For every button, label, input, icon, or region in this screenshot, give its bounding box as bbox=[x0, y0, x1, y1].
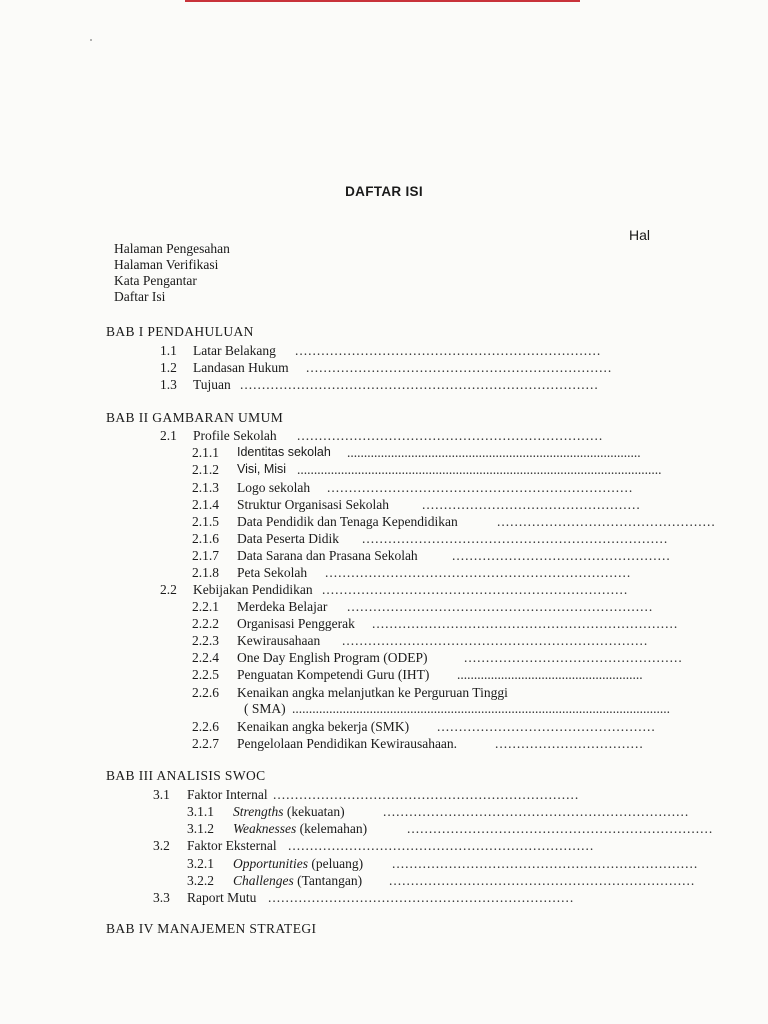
toc-entry-number: 2.1.7 bbox=[192, 548, 219, 563]
toc-leader-dots: ...................................................................... bbox=[362, 531, 669, 546]
toc-entry bbox=[192, 735, 644, 752]
toc-entry-number: 2.2.4 bbox=[192, 650, 219, 665]
toc-entry-label: (kekuatan) bbox=[283, 804, 345, 819]
toc-front-item: Halaman Verifikasi bbox=[114, 257, 219, 272]
toc-entry-label: Kewirausahaan bbox=[237, 633, 321, 648]
toc-entry-label: ( SMA) bbox=[244, 701, 286, 716]
toc-entry-label: Faktor Eksternal bbox=[187, 838, 277, 853]
toc-entry-label-italic: Opportunities bbox=[233, 856, 309, 871]
toc-entry-number: 2.2.7 bbox=[192, 736, 219, 751]
toc-entry-label: Landasan Hukum bbox=[193, 360, 289, 375]
toc-leader-dots: ....................................................... bbox=[457, 667, 643, 682]
toc-entry-number: 2.2.6 bbox=[192, 685, 219, 700]
toc-entry bbox=[192, 479, 634, 496]
toc-entry bbox=[160, 427, 604, 444]
toc-entry bbox=[192, 615, 679, 632]
toc-entry bbox=[192, 513, 716, 530]
toc-entry bbox=[153, 889, 593, 906]
toc-entry-number: 2.1.1 bbox=[192, 445, 219, 460]
chapter-heading: BAB III ANALISIS SWOC bbox=[106, 768, 266, 783]
toc-entry bbox=[192, 496, 641, 513]
toc-leader-dots: ...................................................................... bbox=[372, 616, 679, 631]
toc-entry-number: 2.2.3 bbox=[192, 633, 219, 648]
toc-leader-dots: ...................................................................... bbox=[325, 565, 632, 580]
toc-leader-dots: .................................................. bbox=[452, 548, 671, 563]
toc-leader-dots: ...................................................................... bbox=[327, 480, 634, 495]
toc-entry-label: Faktor Internal bbox=[187, 787, 268, 802]
toc-entry bbox=[160, 581, 629, 598]
chapter-heading: BAB II GAMBARAN UMUM bbox=[106, 410, 284, 425]
toc-entry-label: Kenaikan angka bekerja (SMK) bbox=[237, 719, 410, 734]
toc-leader-dots: ...................................................................... bbox=[347, 599, 654, 614]
toc-leader-dots: .................................................. bbox=[464, 650, 683, 665]
toc-leader-dots: ...................................................................... bbox=[389, 873, 696, 888]
toc-entry bbox=[187, 855, 699, 872]
toc-leader-dots: ....................................................................................... bbox=[347, 445, 641, 460]
toc-entry-label: Kenaikan angka melanjutkan ke Perguruan Tinggi bbox=[237, 685, 508, 700]
toc-entry bbox=[160, 359, 613, 376]
chapter-heading: BAB IV MANAJEMEN STRATEGI bbox=[106, 921, 317, 936]
toc-entry-label: (peluang) bbox=[308, 856, 364, 871]
toc-leader-dots: ...................................................................... bbox=[295, 343, 602, 358]
toc-entry-label: Identitas sekolah bbox=[237, 445, 331, 459]
toc-leader-dots: ...................................................................... bbox=[273, 787, 580, 802]
toc-leader-dots: ...................................................................... bbox=[306, 360, 613, 375]
toc-entry-label-italic: Challenges bbox=[233, 873, 294, 888]
toc-entry-label: Profile Sekolah bbox=[193, 428, 277, 443]
toc-entry-number: 2.1.2 bbox=[192, 462, 219, 477]
toc-entry-label: Data Pendidik dan Tenaga Kependidikan bbox=[237, 514, 458, 529]
toc-entry bbox=[187, 820, 714, 837]
toc-entry-label: Peta Sekolah bbox=[237, 565, 308, 580]
chapter-heading: BAB I PENDAHULUAN bbox=[106, 324, 254, 339]
toc-entry-label: Penguatan Kompetendi Guru (IHT) bbox=[237, 667, 430, 682]
toc-entry bbox=[160, 342, 602, 359]
toc-leader-dots: .................................................. bbox=[437, 719, 656, 734]
toc-leader-dots: ...................................................................... bbox=[297, 428, 604, 443]
toc-entry-number: 2.2.5 bbox=[192, 667, 219, 682]
toc-entry-number: 2.1.3 bbox=[192, 480, 219, 495]
toc-leader-dots: ................................................................................................................ bbox=[292, 701, 670, 716]
toc-entry bbox=[192, 530, 669, 547]
toc-leader-dots: .................................................................................. bbox=[240, 377, 599, 392]
toc-entry-label: Logo sekolah bbox=[237, 480, 311, 495]
page-number-header: Hal bbox=[629, 227, 651, 243]
toc-entry bbox=[192, 700, 670, 717]
toc-entry bbox=[153, 837, 595, 854]
toc-entry bbox=[160, 376, 599, 393]
toc-front-item: Daftar Isi bbox=[114, 289, 166, 304]
toc-entry-label: Visi, Misi bbox=[237, 462, 287, 476]
toc-entry-number: 1.1 bbox=[160, 343, 177, 358]
toc-entry-number: 2.2.6 bbox=[192, 719, 219, 734]
paper-speck bbox=[90, 39, 92, 41]
toc-entry bbox=[192, 564, 632, 581]
toc-entry-number: 2.1.5 bbox=[192, 514, 219, 529]
toc-entry bbox=[192, 632, 649, 649]
toc-leader-dots: ............................................................................................................ bbox=[297, 462, 662, 477]
toc-entry-number: 2.2 bbox=[160, 582, 177, 597]
toc-entry-label: (Tantangan) bbox=[293, 873, 363, 888]
toc-entry-label: (kelemahan) bbox=[296, 821, 368, 836]
toc-leader-dots: ...................................................................... bbox=[407, 821, 714, 836]
toc-entry bbox=[153, 786, 593, 803]
toc-entry-number: 3.1 bbox=[153, 787, 170, 802]
toc-leader-dots: ...................................................................... bbox=[322, 582, 629, 597]
toc-entry-label: Kebijakan Pendidikan bbox=[193, 582, 313, 597]
toc-leader-dots: ...................................................................... bbox=[342, 633, 649, 648]
toc-entry-number: 1.3 bbox=[160, 377, 177, 392]
toc-entry-number: 3.2.1 bbox=[187, 856, 214, 871]
toc-entry-label: Latar Belakang bbox=[193, 343, 276, 358]
toc-leader-dots: ...................................................................... bbox=[392, 856, 699, 871]
toc-leader-dots: .................................. bbox=[495, 736, 644, 751]
toc-entry bbox=[192, 718, 656, 735]
toc-entry-label: One Day English Program (ODEP) bbox=[237, 650, 428, 665]
toc-entry-number: 2.1 bbox=[160, 428, 177, 443]
toc-entry bbox=[192, 649, 683, 666]
toc-front-item: Kata Pengantar bbox=[114, 273, 197, 288]
toc-front-item: Halaman Pengesahan bbox=[114, 241, 230, 256]
toc-leader-dots: ...................................................................... bbox=[268, 890, 575, 905]
toc-leader-dots: .................................................. bbox=[497, 514, 716, 529]
toc-entry-number: 1.2 bbox=[160, 360, 177, 375]
toc-entry-number: 2.2.1 bbox=[192, 599, 219, 614]
toc-entry-number: 3.2 bbox=[153, 838, 170, 853]
toc-entry-label-italic: Weaknesses bbox=[233, 821, 297, 836]
toc-entry-number: 2.1.6 bbox=[192, 531, 219, 546]
toc-entry-label: Struktur Organisasi Sekolah bbox=[237, 497, 389, 512]
toc-leader-dots: ...................................................................... bbox=[288, 838, 595, 853]
toc-entry-number: 2.2.2 bbox=[192, 616, 219, 631]
toc-entry-number: 3.3 bbox=[153, 890, 170, 905]
toc-entry-number: 3.1.1 bbox=[187, 804, 214, 819]
toc-entry-label: Merdeka Belajar bbox=[237, 599, 328, 614]
toc-leader-dots: .................................................. bbox=[422, 497, 641, 512]
toc-entry bbox=[192, 547, 671, 564]
toc-entry-label: Organisasi Penggerak bbox=[237, 616, 355, 631]
toc-entry bbox=[192, 444, 641, 461]
top-edge-line bbox=[185, 0, 580, 2]
toc-entry-number: 3.2.2 bbox=[187, 873, 214, 888]
toc-entry-label: Data Peserta Didik bbox=[237, 531, 339, 546]
toc-entry-label-italic: Strengths bbox=[233, 804, 284, 819]
toc-entry bbox=[192, 598, 654, 615]
toc-entry-number: 2.1.8 bbox=[192, 565, 219, 580]
toc-entry bbox=[187, 872, 696, 889]
toc-entry-number: 2.1.4 bbox=[192, 497, 219, 512]
page-title: DAFTAR ISI bbox=[345, 184, 423, 199]
toc-entry-label: Tujuan bbox=[193, 377, 231, 392]
toc-entry bbox=[192, 666, 643, 683]
toc-entry bbox=[192, 684, 592, 701]
toc-entry-number: 3.1.2 bbox=[187, 821, 214, 836]
toc-entry bbox=[192, 461, 662, 478]
toc-leader-dots: ...................................................................... bbox=[383, 804, 690, 819]
toc-entry-label: Data Sarana dan Prasana Sekolah bbox=[237, 548, 418, 563]
toc-entry-label: Raport Mutu bbox=[187, 890, 257, 905]
toc-entry bbox=[187, 803, 690, 820]
toc-entry-label: Pengelolaan Pendidikan Kewirausahaan. bbox=[237, 736, 458, 751]
